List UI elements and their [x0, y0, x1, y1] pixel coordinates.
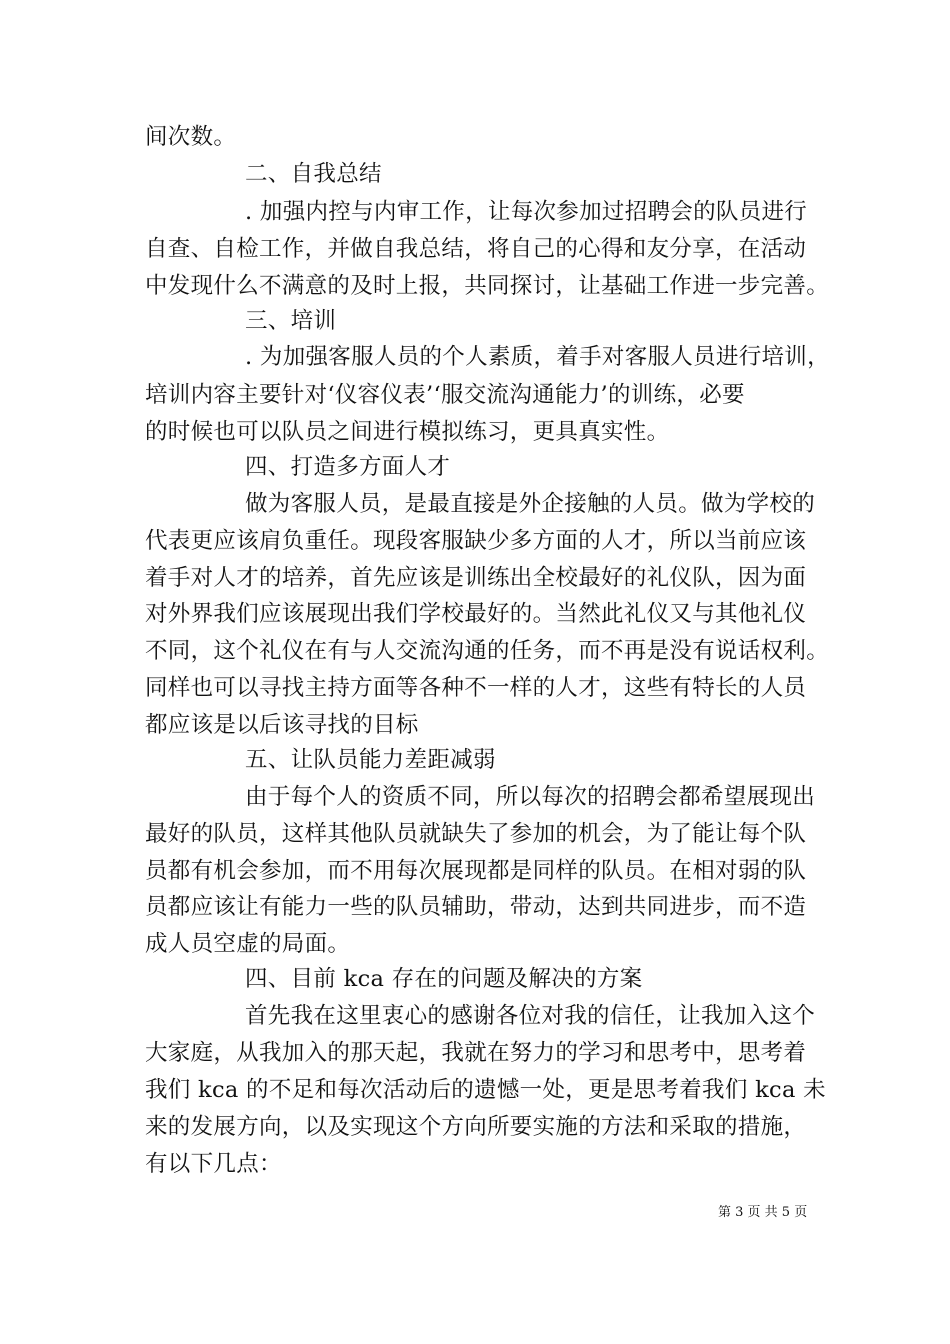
- text-line: 由于每个人的资质不同，所以每次的招聘会都希望展现出: [245, 784, 816, 810]
- text-line: 不同，这个礼仪在有与人交流沟通的任务，而不再是没有说话权利。: [145, 638, 830, 664]
- text-line: 对外界我们应该展现出我们学校最好的。当然此礼仪又与其他礼仪: [145, 601, 807, 627]
- text-line: 大家庭，从我加入的那天起，我就在努力的学习和思考中，思考着: [145, 1040, 807, 1066]
- text-line: 中发现什么不满意的及时上报，共同探讨，让基础工作进一步完善。: [145, 273, 830, 299]
- text-line: 最好的队员，这样其他队员就缺失了参加的机会，为了能让每个队: [145, 821, 807, 847]
- text-line: 首先我在这里衷心的感谢各位对我的信任，让我加入这个: [245, 1003, 816, 1029]
- text-line: 来的发展方向，以及实现这个方向所要实施的方法和采取的措施，: [145, 1114, 807, 1140]
- text-line: 自查、自检工作，并做自我总结，将自己的心得和友分享，在活动: [145, 236, 807, 262]
- text-line: . 加强内控与内审工作，让每次参加过招聘会的队员进行: [245, 199, 808, 225]
- text-line: 同样也可以寻找主持方面等各种不一样的人才，这些有特长的人员: [145, 675, 807, 701]
- text-line: 间次数。: [145, 124, 237, 150]
- text-line: 员都应该让有能力一些的队员辅助，带动，达到共同进步，而不造: [145, 894, 807, 920]
- text-line: 成人员空虚的局面。: [145, 931, 351, 957]
- text-line: 我们 kca 的不足和每次活动后的遗憾一处，更是思考着我们 kca 未: [145, 1077, 826, 1103]
- section-heading: 四、打造多方面人才: [245, 454, 451, 480]
- text-line: 有以下几点：: [145, 1151, 282, 1177]
- text-line: 代表更应该肩负重任。现段客服缺少多方面的人才，所以当前应该: [145, 528, 807, 554]
- text-line: 培训内容主要针对‘仪容仪表’‘服交流沟通能力’的训练，必要: [145, 382, 745, 408]
- section-heading: 三、培训: [245, 308, 337, 334]
- text-line: 员都有机会参加，而不用每次展现都是同样的队员。在相对弱的队: [145, 858, 807, 884]
- text-line: 都应该是以后该寻找的目标: [145, 712, 419, 738]
- page-number-footer: 第 3 页 共 5 页: [718, 1205, 808, 1220]
- section-heading: 二、自我总结: [245, 161, 382, 187]
- text-line: 着手对人才的培养，首先应该是训练出全校最好的礼仪队，因为面: [145, 565, 807, 591]
- section-heading: 四、目前 kca 存在的问题及解决的方案: [245, 966, 643, 992]
- text-line: 做为客服人员，是最直接是外企接触的人员。做为学校的: [245, 491, 816, 517]
- text-line: 的时候也可以队员之间进行模拟练习，更具真实性。: [145, 419, 670, 445]
- text-line: . 为加强客服人员的个人素质，着手对客服人员进行培训，: [245, 344, 830, 370]
- section-heading: 五、让队员能力差距减弱: [245, 747, 496, 773]
